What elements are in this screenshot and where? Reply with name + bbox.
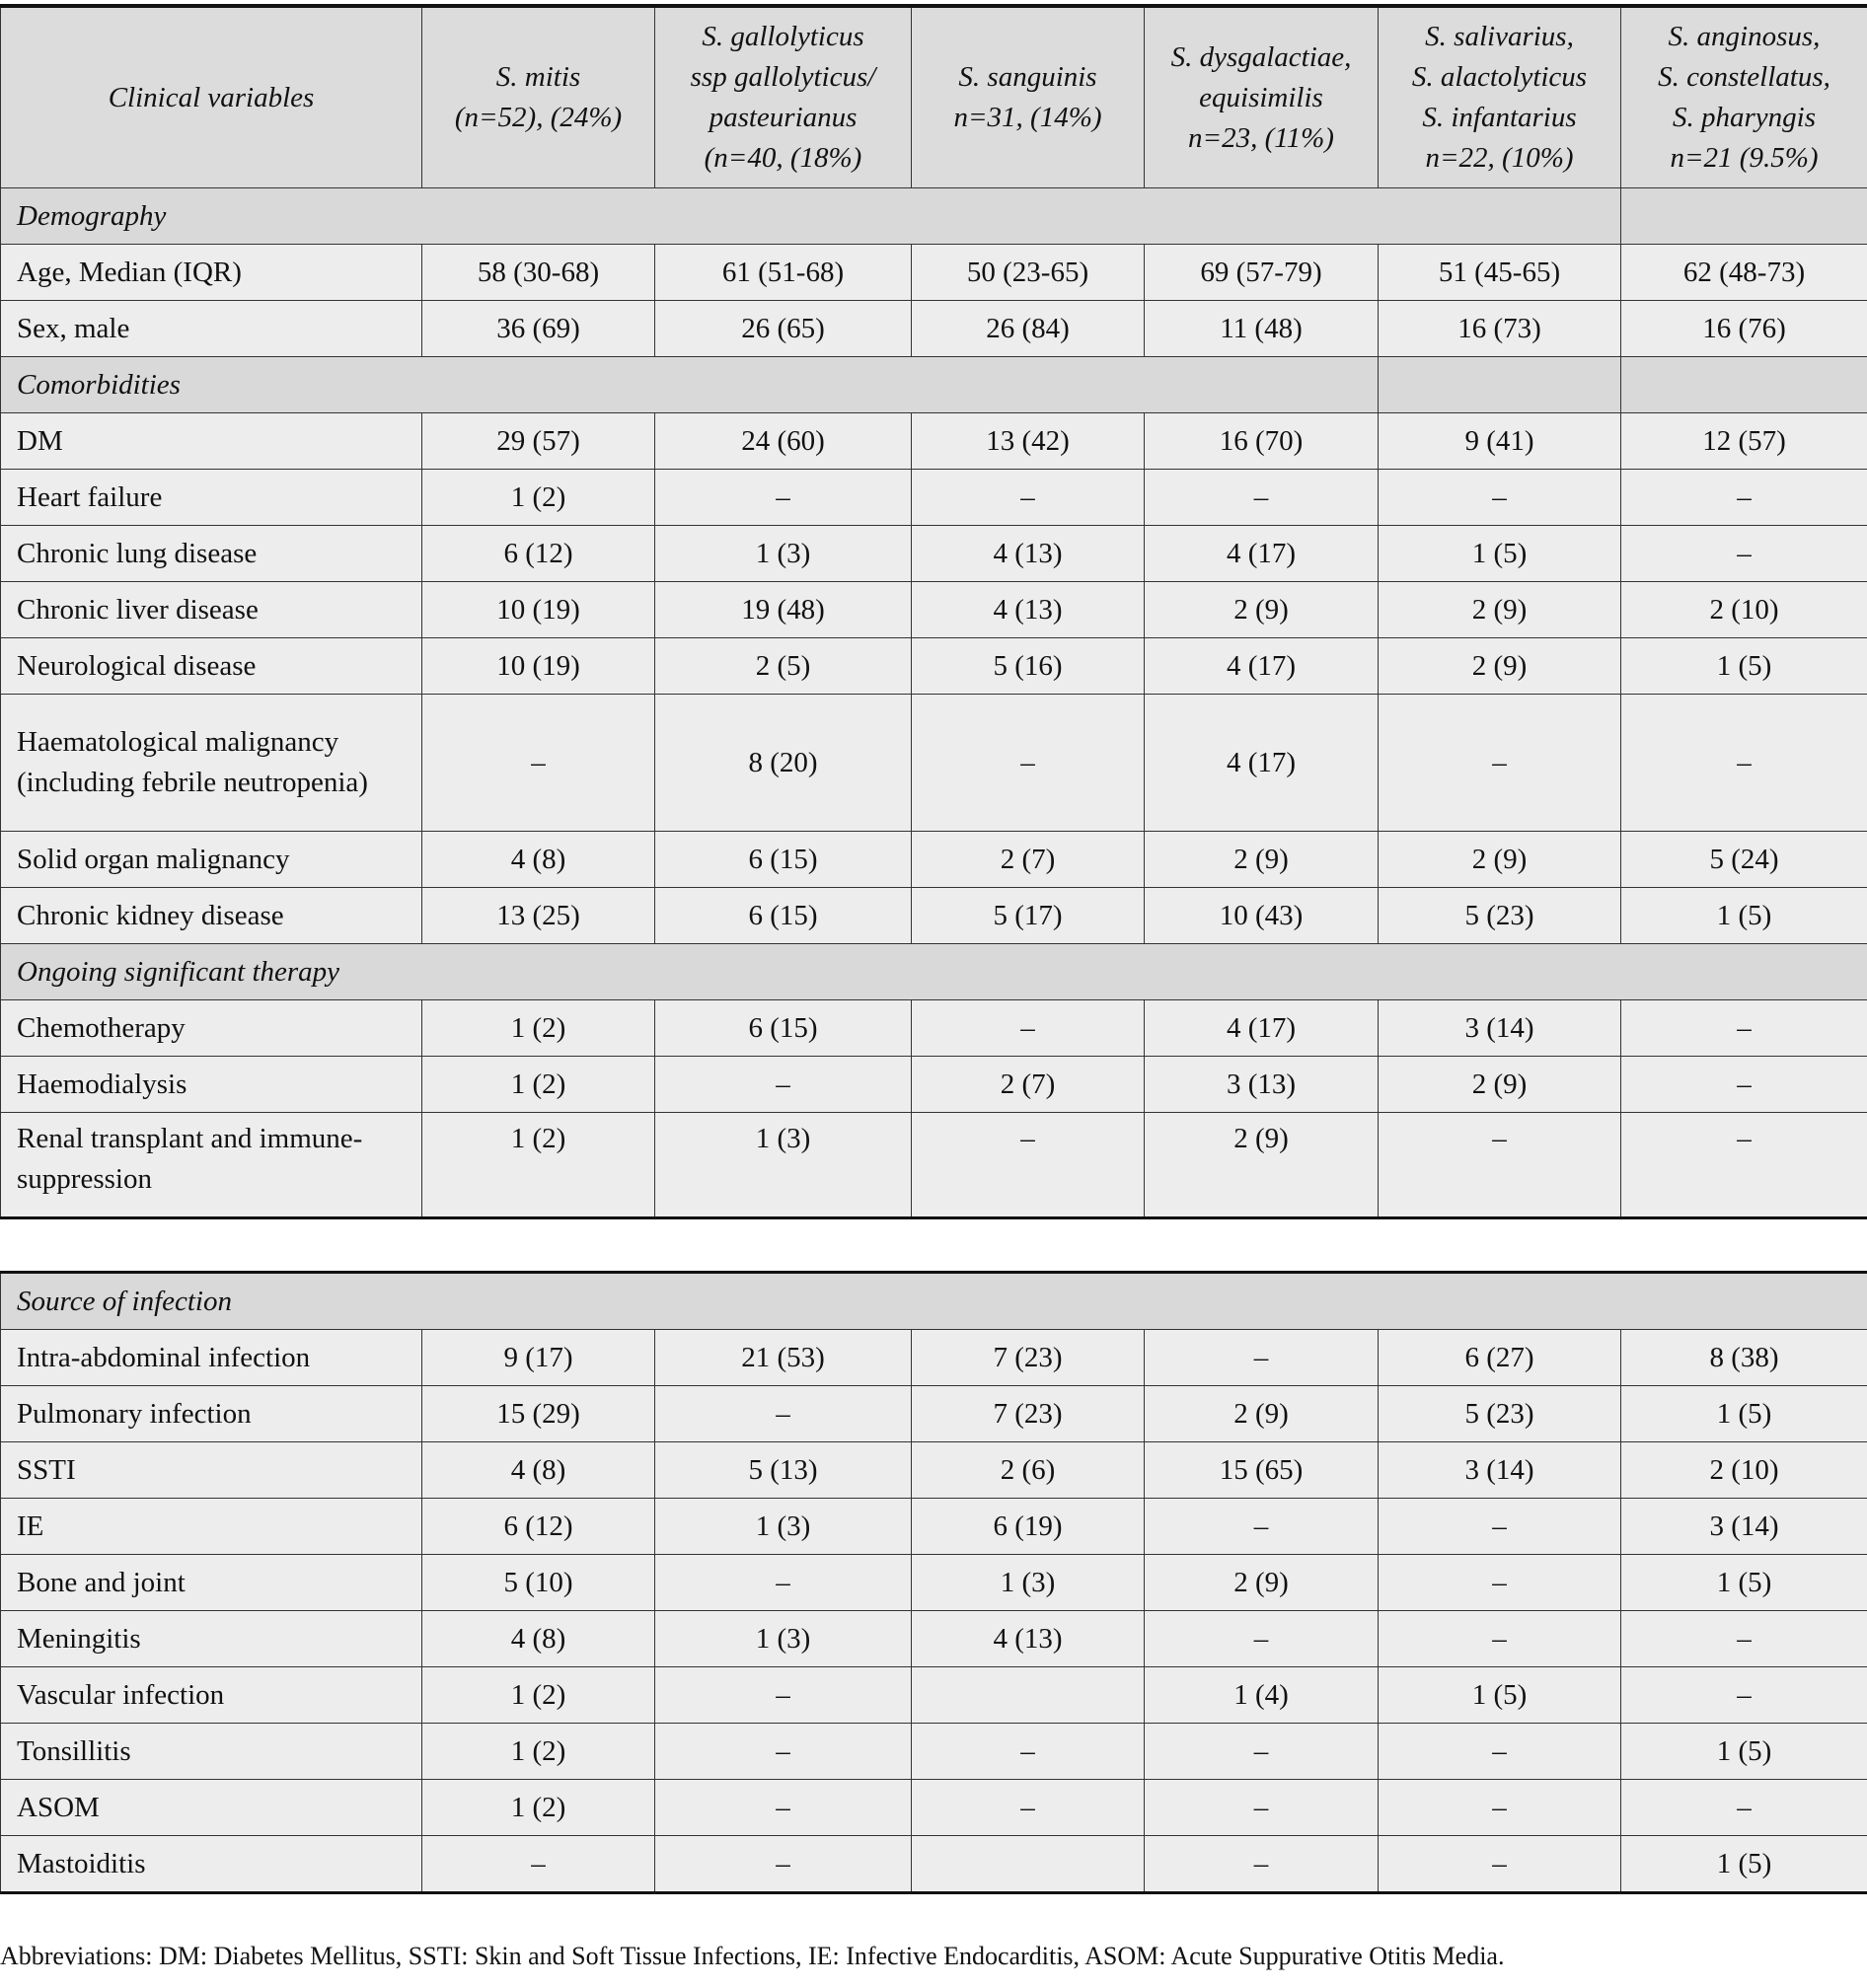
value-cell: 1 (2) xyxy=(422,1113,655,1218)
value-cell: 50 (23-65) xyxy=(912,245,1145,301)
column-header: S. mitis (n=52), (24%) xyxy=(422,6,655,188)
value-cell: 1 (3) xyxy=(655,1611,912,1667)
value-cell: – xyxy=(1145,1780,1379,1836)
value-cell: 3 (14) xyxy=(1379,1000,1621,1057)
value-cell: 1 (5) xyxy=(1621,1836,1867,1893)
value-cell: 2 (9) xyxy=(1379,1057,1621,1113)
table-row xyxy=(1,470,1867,526)
column-header: S. anginosus, S. constellatus, S. pharyngis n=21 (9.5%) xyxy=(1621,6,1867,188)
value-cell: – xyxy=(655,1057,912,1113)
value-cell: 4 (8) xyxy=(422,1442,655,1499)
value-cell: – xyxy=(655,1386,912,1442)
value-cell: – xyxy=(1379,695,1621,832)
value-cell: 1 (4) xyxy=(1145,1667,1379,1724)
row-label: SSTI xyxy=(1,1442,422,1499)
row-label: Bone and joint xyxy=(1,1555,422,1611)
table-row xyxy=(1,413,1867,470)
value-cell: 1 (3) xyxy=(655,1499,912,1555)
empty-cell xyxy=(1621,188,1867,245)
value-cell: 3 (14) xyxy=(1621,1499,1867,1555)
section-title: Comorbidities xyxy=(1,357,1379,413)
value-cell: 69 (57-79) xyxy=(1145,245,1379,301)
value-cell: 12 (57) xyxy=(1621,413,1867,470)
section-row xyxy=(1,944,1867,1000)
value-cell: 4 (17) xyxy=(1145,695,1379,832)
value-cell xyxy=(912,1836,1145,1893)
value-cell: 7 (23) xyxy=(912,1330,1145,1386)
value-cell: 1 (5) xyxy=(1621,1724,1867,1780)
value-cell: 1 (5) xyxy=(1621,888,1867,944)
table-row xyxy=(1,526,1867,582)
value-cell: 1 (2) xyxy=(422,1057,655,1113)
value-cell: 2 (10) xyxy=(1621,582,1867,638)
value-cell: – xyxy=(1621,1667,1867,1724)
value-cell: – xyxy=(1621,1000,1867,1057)
value-cell: 4 (17) xyxy=(1145,526,1379,582)
value-cell: 1 (5) xyxy=(1621,638,1867,695)
table-row xyxy=(1,1724,1867,1780)
value-cell: 6 (12) xyxy=(422,1499,655,1555)
value-cell: – xyxy=(912,1724,1145,1780)
value-cell: 6 (15) xyxy=(655,1000,912,1057)
value-cell: – xyxy=(1621,1611,1867,1667)
row-label: Tonsillitis xyxy=(1,1724,422,1780)
table-row xyxy=(1,582,1867,638)
value-cell: 4 (8) xyxy=(422,1611,655,1667)
value-cell: 1 (5) xyxy=(1621,1555,1867,1611)
section-title: Ongoing significant therapy xyxy=(1,944,1867,1000)
value-cell: 4 (17) xyxy=(1145,1000,1379,1057)
value-cell: 4 (17) xyxy=(1145,638,1379,695)
value-cell: 36 (69) xyxy=(422,301,655,357)
value-cell: – xyxy=(1621,1780,1867,1836)
value-cell: 2 (9) xyxy=(1145,1113,1379,1218)
value-cell: 2 (9) xyxy=(1145,832,1379,888)
row-label: Haematological malignancy (including febrile neutropenia) xyxy=(1,695,422,832)
value-cell: 16 (73) xyxy=(1379,301,1621,357)
header-row xyxy=(1,6,1867,188)
value-cell: 2 (9) xyxy=(1145,1386,1379,1442)
value-cell: – xyxy=(1145,1330,1379,1386)
section-title: Source of infection xyxy=(1,1273,1867,1330)
value-cell: 6 (27) xyxy=(1379,1330,1621,1386)
value-cell: 1 (5) xyxy=(1379,526,1621,582)
value-cell: 21 (53) xyxy=(655,1330,912,1386)
column-header-variables: Clinical variables xyxy=(1,6,422,188)
section-row xyxy=(1,1273,1867,1330)
value-cell: 2 (5) xyxy=(655,638,912,695)
value-cell: 5 (17) xyxy=(912,888,1145,944)
value-cell: – xyxy=(1145,1611,1379,1667)
value-cell: 5 (16) xyxy=(912,638,1145,695)
clinical-characteristics-table xyxy=(0,4,1867,1219)
table-row xyxy=(1,1667,1867,1724)
value-cell: – xyxy=(1621,695,1867,832)
value-cell: 6 (12) xyxy=(422,526,655,582)
table-row xyxy=(1,1057,1867,1113)
value-cell: 15 (65) xyxy=(1145,1442,1379,1499)
value-cell: – xyxy=(912,1113,1145,1218)
value-cell: 5 (24) xyxy=(1621,832,1867,888)
value-cell: 1 (2) xyxy=(422,470,655,526)
value-cell: 51 (45-65) xyxy=(1379,245,1621,301)
value-cell: 4 (8) xyxy=(422,832,655,888)
row-label: Pulmonary infection xyxy=(1,1386,422,1442)
value-cell: – xyxy=(655,1780,912,1836)
value-cell: 5 (13) xyxy=(655,1442,912,1499)
value-cell: 19 (48) xyxy=(655,582,912,638)
value-cell: – xyxy=(1145,470,1379,526)
value-cell: 3 (13) xyxy=(1145,1057,1379,1113)
value-cell: – xyxy=(1621,526,1867,582)
value-cell: 61 (51-68) xyxy=(655,245,912,301)
value-cell: – xyxy=(1145,1499,1379,1555)
table-row xyxy=(1,1442,1867,1499)
value-cell: 4 (13) xyxy=(912,1611,1145,1667)
value-cell: 26 (84) xyxy=(912,301,1145,357)
table-row xyxy=(1,245,1867,301)
value-cell: – xyxy=(1621,470,1867,526)
value-cell: 2 (9) xyxy=(1379,582,1621,638)
empty-cell xyxy=(1621,357,1867,413)
row-label: Heart failure xyxy=(1,470,422,526)
value-cell: 5 (23) xyxy=(1379,888,1621,944)
value-cell: 6 (19) xyxy=(912,1499,1145,1555)
value-cell: 1 (2) xyxy=(422,1000,655,1057)
row-label: Chronic kidney disease xyxy=(1,888,422,944)
column-header: S. salivarius, S. alactolyticus S. infantarius n=22, (10%) xyxy=(1379,6,1621,188)
value-cell: 3 (14) xyxy=(1379,1442,1621,1499)
value-cell: 10 (19) xyxy=(422,638,655,695)
column-header: S. sanguinis n=31, (14%) xyxy=(912,6,1145,188)
table-row xyxy=(1,1780,1867,1836)
value-cell: 2 (9) xyxy=(1145,1555,1379,1611)
table-row xyxy=(1,888,1867,944)
value-cell: 2 (6) xyxy=(912,1442,1145,1499)
column-header: S. dysgalactiae, equisimilis n=23, (11%) xyxy=(1145,6,1379,188)
value-cell: 16 (70) xyxy=(1145,413,1379,470)
value-cell: 11 (48) xyxy=(1145,301,1379,357)
table-row xyxy=(1,1330,1867,1386)
value-cell: 10 (19) xyxy=(422,582,655,638)
source-of-infection-table xyxy=(0,1271,1867,1894)
value-cell: – xyxy=(1379,1611,1621,1667)
section-row xyxy=(1,188,1867,245)
footnote: Abbreviations: DM: Diabetes Mellitus, SSTI: Skin and Soft Tissue Infections, IE: Infective Endocarditis, ASOM: Acute Suppurative Otitis Media. xyxy=(0,1942,1505,1970)
value-cell: – xyxy=(912,470,1145,526)
value-cell: 1 (5) xyxy=(1621,1386,1867,1442)
value-cell: 4 (13) xyxy=(912,526,1145,582)
value-cell: 29 (57) xyxy=(422,413,655,470)
row-label: Mastoiditis xyxy=(1,1836,422,1893)
value-cell: 1 (2) xyxy=(422,1780,655,1836)
row-label: IE xyxy=(1,1499,422,1555)
value-cell: 1 (3) xyxy=(655,1113,912,1218)
value-cell: 2 (9) xyxy=(1379,638,1621,695)
value-cell: – xyxy=(912,1780,1145,1836)
value-cell: – xyxy=(912,1000,1145,1057)
row-label: Chemotherapy xyxy=(1,1000,422,1057)
row-label: DM xyxy=(1,413,422,470)
table-row xyxy=(1,1000,1867,1057)
row-label: Vascular infection xyxy=(1,1667,422,1724)
value-cell: 2 (9) xyxy=(1379,832,1621,888)
section-row xyxy=(1,357,1867,413)
value-cell: 2 (10) xyxy=(1621,1442,1867,1499)
value-cell: 8 (20) xyxy=(655,695,912,832)
table-row xyxy=(1,638,1867,695)
table-row xyxy=(1,1611,1867,1667)
row-label: Neurological disease xyxy=(1,638,422,695)
table-row xyxy=(1,1836,1867,1893)
value-cell: 26 (65) xyxy=(655,301,912,357)
value-cell: – xyxy=(1145,1724,1379,1780)
value-cell: – xyxy=(1379,470,1621,526)
value-cell: – xyxy=(655,1555,912,1611)
value-cell: 1 (2) xyxy=(422,1667,655,1724)
value-cell: 2 (9) xyxy=(1145,582,1379,638)
row-label: Renal transplant and immune-suppression xyxy=(1,1113,422,1218)
value-cell: 6 (15) xyxy=(655,832,912,888)
value-cell: 16 (76) xyxy=(1621,301,1867,357)
value-cell: 13 (42) xyxy=(912,413,1145,470)
value-cell: 9 (17) xyxy=(422,1330,655,1386)
value-cell: – xyxy=(422,1836,655,1893)
value-cell: 15 (29) xyxy=(422,1386,655,1442)
value-cell: – xyxy=(655,470,912,526)
value-cell: – xyxy=(1379,1555,1621,1611)
value-cell: – xyxy=(422,695,655,832)
table-row xyxy=(1,1386,1867,1442)
row-label: Solid organ malignancy xyxy=(1,832,422,888)
value-cell: 2 (7) xyxy=(912,832,1145,888)
value-cell: – xyxy=(655,1724,912,1780)
value-cell: – xyxy=(1379,1499,1621,1555)
table-row xyxy=(1,832,1867,888)
value-cell: – xyxy=(1145,1836,1379,1893)
table-row xyxy=(1,1499,1867,1555)
value-cell: 9 (41) xyxy=(1379,413,1621,470)
value-cell: – xyxy=(1379,1836,1621,1893)
empty-cell xyxy=(1379,357,1621,413)
row-label: Intra-abdominal infection xyxy=(1,1330,422,1386)
value-cell: 13 (25) xyxy=(422,888,655,944)
row-label: Chronic lung disease xyxy=(1,526,422,582)
value-cell: 8 (38) xyxy=(1621,1330,1867,1386)
row-label: Age, Median (IQR) xyxy=(1,245,422,301)
value-cell: 5 (10) xyxy=(422,1555,655,1611)
value-cell: – xyxy=(912,695,1145,832)
table-row xyxy=(1,301,1867,357)
value-cell: 1 (3) xyxy=(655,526,912,582)
value-cell: 4 (13) xyxy=(912,582,1145,638)
column-header: S. gallolyticus ssp gallolyticus/ pasteurianus (n=40, (18%) xyxy=(655,6,912,188)
value-cell: – xyxy=(1379,1780,1621,1836)
value-cell xyxy=(912,1667,1145,1724)
value-cell: – xyxy=(655,1836,912,1893)
value-cell: 5 (23) xyxy=(1379,1386,1621,1442)
value-cell: 62 (48-73) xyxy=(1621,245,1867,301)
value-cell: 1 (3) xyxy=(912,1555,1145,1611)
row-label: Meningitis xyxy=(1,1611,422,1667)
value-cell: 24 (60) xyxy=(655,413,912,470)
value-cell: 7 (23) xyxy=(912,1386,1145,1442)
row-label: ASOM xyxy=(1,1780,422,1836)
value-cell: – xyxy=(655,1667,912,1724)
value-cell: 2 (7) xyxy=(912,1057,1145,1113)
table-row xyxy=(1,695,1867,832)
value-cell: 6 (15) xyxy=(655,888,912,944)
row-label: Haemodialysis xyxy=(1,1057,422,1113)
value-cell: – xyxy=(1621,1113,1867,1218)
value-cell: – xyxy=(1621,1057,1867,1113)
value-cell: – xyxy=(1379,1113,1621,1218)
value-cell: 58 (30-68) xyxy=(422,245,655,301)
value-cell: 1 (2) xyxy=(422,1724,655,1780)
value-cell: – xyxy=(1379,1724,1621,1780)
row-label: Sex, male xyxy=(1,301,422,357)
table-row xyxy=(1,1113,1867,1218)
table-row xyxy=(1,1555,1867,1611)
value-cell: 10 (43) xyxy=(1145,888,1379,944)
row-label: Chronic liver disease xyxy=(1,582,422,638)
section-title: Demography xyxy=(1,188,1621,245)
value-cell: 1 (5) xyxy=(1379,1667,1621,1724)
